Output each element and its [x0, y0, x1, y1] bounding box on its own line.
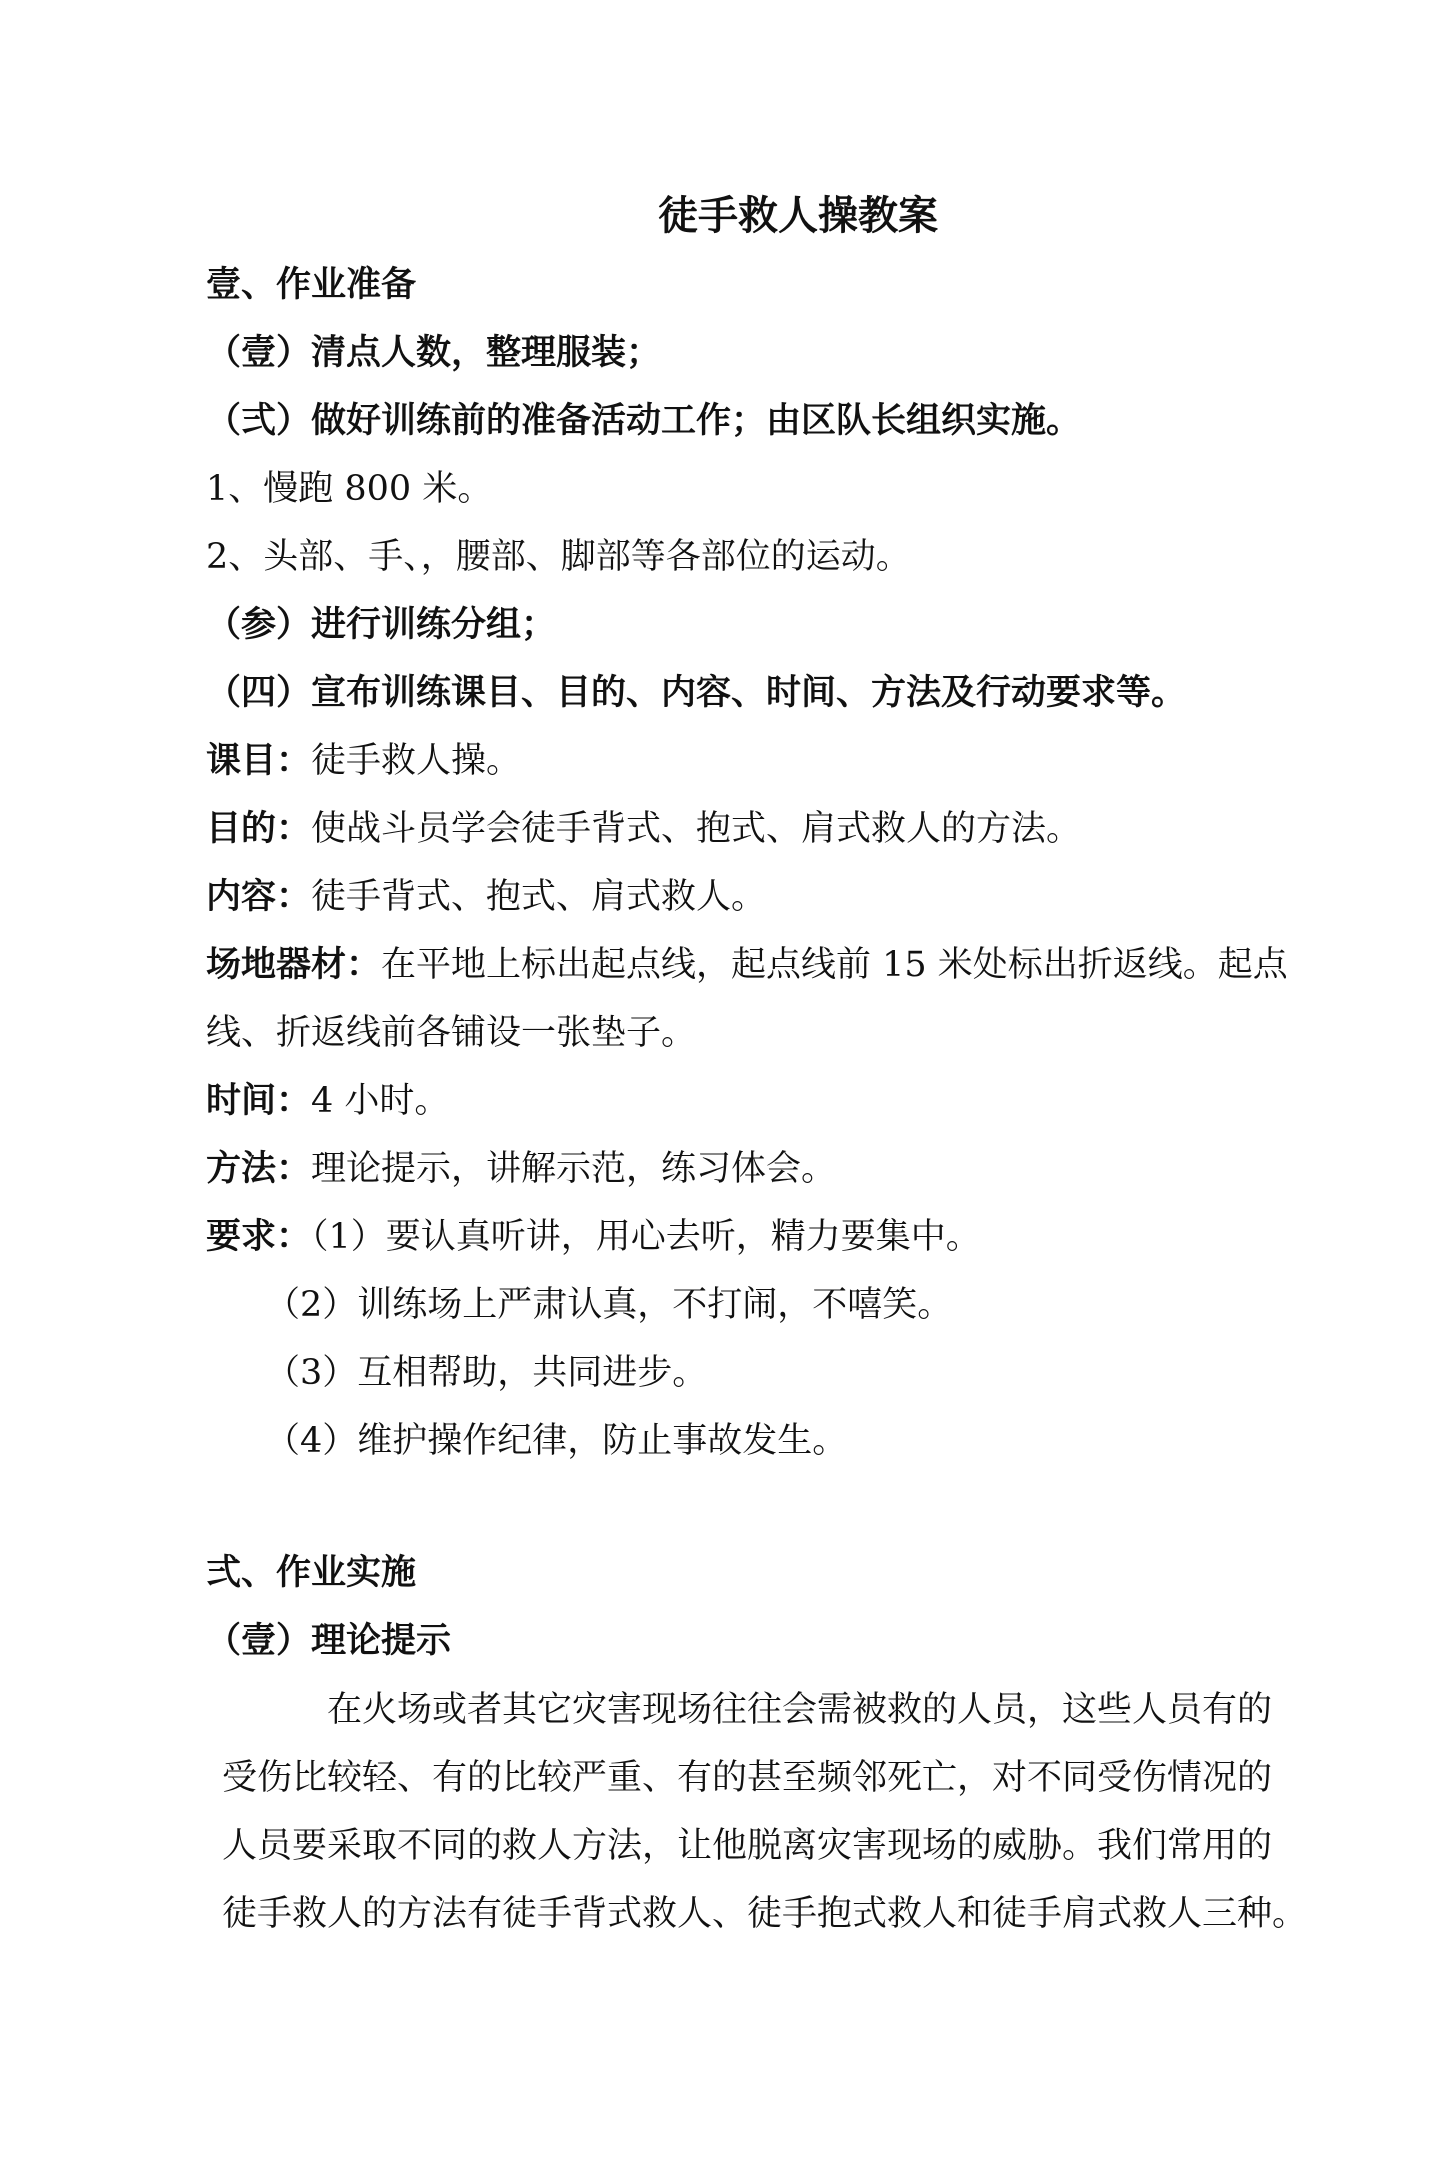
content-label: 内容： [206, 876, 312, 917]
subject-label: 课目： [206, 740, 312, 781]
subject-row [206, 738, 521, 784]
requirement-2: （2）训练场上严肃认真，不打闹，不嘻笑。 [265, 1285, 953, 1325]
paragraph-line-3: 人员要采取不同的救人方法，让他脱离灾害现场的威胁。我们常用的 [222, 1826, 1273, 1866]
venue-row [206, 942, 1288, 988]
paragraph-line-4: 徒手救人的方法有徒手背式救人、徒手抱式救人和徒手肩式救人三种。 [222, 1894, 1308, 1934]
requirement-3: （3）互相帮助，共同进步。 [265, 1353, 708, 1393]
document-title: 徒手救人操教案 [658, 192, 938, 239]
time-row [206, 1078, 449, 1124]
time-value: 4 小时。 [311, 1081, 450, 1121]
theory-paragraph [222, 1676, 1402, 1948]
prep-step-2: 2、头部、手、，腰部、脚部等各部位的运动。 [206, 537, 911, 577]
section1-heading: 壹、作业准备 [206, 264, 417, 305]
purpose-label: 目的： [206, 808, 312, 849]
prep-step-1: 1、慢跑 800 米。 [206, 469, 493, 509]
paragraph-line-1-text: 在火场或者其它灾害现场往往会需被救的人员，这些人员有的 [327, 1690, 1273, 1730]
venue-label: 场地器材： [206, 944, 382, 985]
section2-heading: 弍、作业实施 [206, 1552, 417, 1593]
prep-item-2: （弍）做好训练前的准备活动工作；由区队长组织实施。 [206, 400, 1082, 441]
venue-value-line1: 在平地上标出起点线，起点线前 15 米处标出折返线。起点 [381, 945, 1288, 985]
purpose-row [206, 806, 1081, 852]
paragraph-line-1 [222, 1676, 1402, 1744]
prep-item-3: （参）进行训练分组； [206, 604, 557, 645]
subject-value: 徒手救人操。 [311, 741, 522, 781]
requirement-4: （4）维护操作纪律，防止事故发生。 [265, 1421, 848, 1461]
requirement-row [206, 1214, 981, 1260]
content-value: 徒手背式、抱式、肩式救人。 [311, 877, 767, 917]
paragraph-line-2: 受伤比较轻、有的比较严重、有的甚至频邻死亡，对不同受伤情况的 [222, 1758, 1273, 1798]
time-label: 时间： [206, 1080, 312, 1121]
content-row [206, 874, 766, 920]
prep-item-4: （四）宣布训练课目、目的、内容、时间、方法及行动要求等。 [206, 672, 1187, 713]
purpose-value: 使战斗员学会徒手背式、抱式、肩式救人的方法。 [311, 809, 1082, 849]
requirement-1: （1）要认真听讲，用心去听，精力要集中。 [311, 1217, 981, 1257]
theory-heading: （壹）理论提示 [206, 1620, 452, 1661]
method-row [206, 1146, 836, 1192]
requirement-label: 要求： [206, 1216, 312, 1257]
method-value: 理论提示，讲解示范，练习体会。 [311, 1149, 837, 1189]
prep-item-1: （壹）清点人数，整理服装； [206, 332, 662, 373]
method-label: 方法： [206, 1148, 312, 1189]
venue-value-line2: 线、折返线前各铺设一张垫子。 [206, 1013, 697, 1053]
